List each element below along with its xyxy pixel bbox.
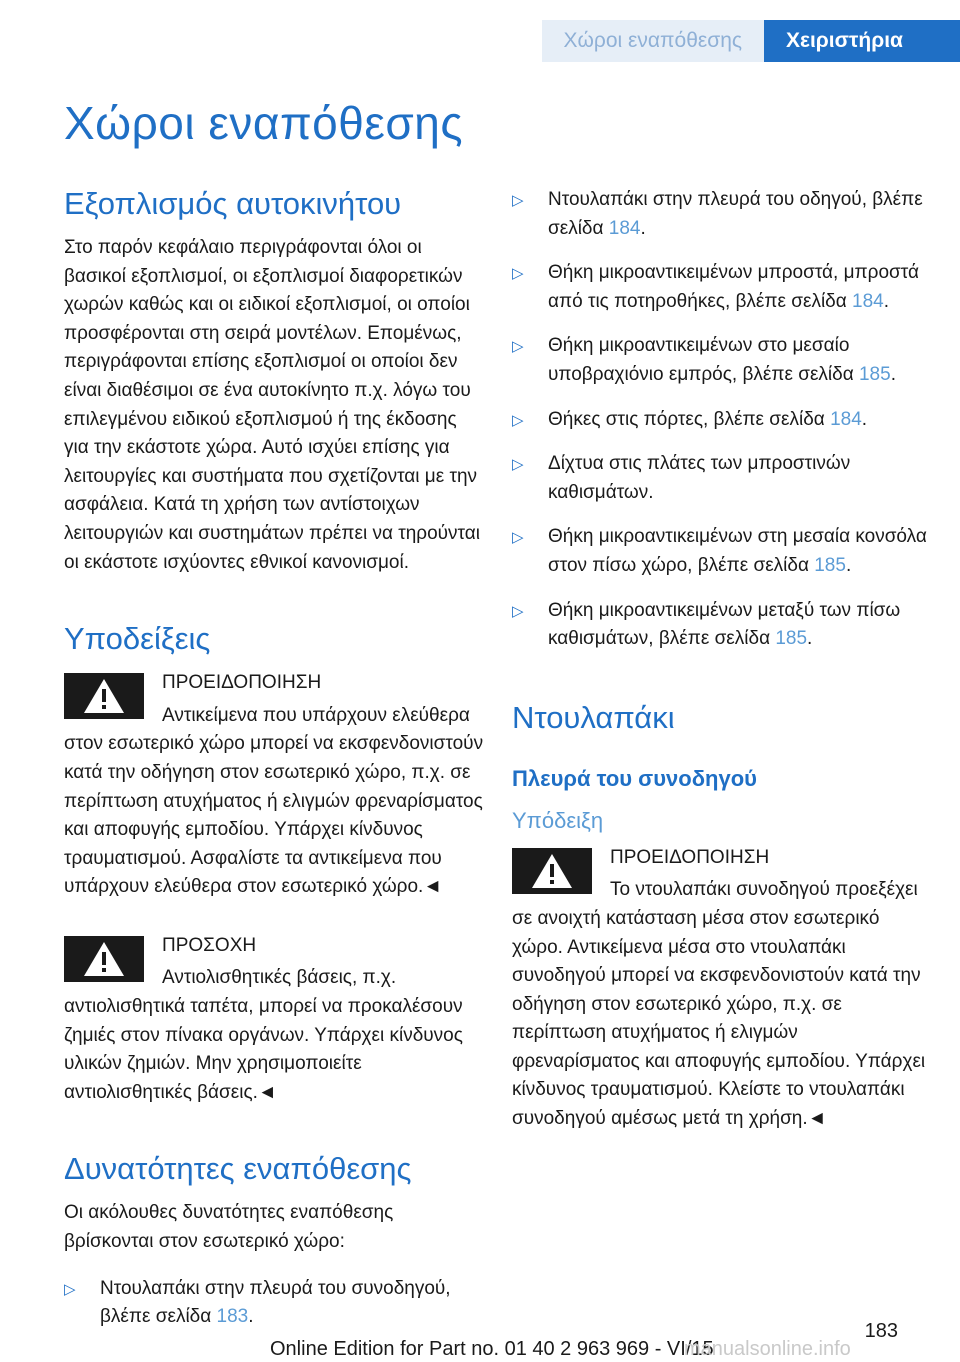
hints-heading: Υποδείξεις [64,621,211,657]
equipment-text: Στο παρόν κεφάλαιο περιγράφονται όλοι οι βασικοί εξοπλισμοί, οι εξοπλισμοί διαφορετικών χωρών καθώς και οι ειδικοί εξοπλισμοί, οι οποίοι προσφέρονται στη σειρά μοντέλων. Επομένως, περιγράφονται επίσης εξοπλισμοί οι οποίοι δεν είναι διαθέσιμοι σε ένα αυτοκίνητο π.χ. λόγω του επιλεγμένου ειδικού εξοπλισμού ή της έκδοσης για την εκάστοτε χώρα. Αυτό ισχύει επίσης για λειτουργίες και συστήματα που σχετίζονται με την ασφάλεια. Κατά τη χρήση των αντίστοιχων λειτουργιών και συστημάτων πρέπει να τηρούνται οι εκάστοτε ισχύοντες εθνικοί κανονισμοί. [64,237,480,573]
bullet-triangle-icon: ▷ [512,192,524,209]
page-link[interactable]: 185 [858,363,891,385]
page-link[interactable]: 185 [814,554,846,576]
bullet-triangle-icon: ▷ [512,456,524,474]
warning-label: ΠΡΟΕΙΔΟΠΟΙΗΣΗ [610,846,770,868]
glovebox-warning-block [512,844,930,1134]
bullet-triangle-icon: ▷ [512,265,524,283]
chapter-tab[interactable]: Χειριστήρια [764,20,960,62]
section-tab[interactable]: Χώροι εναπόθεσης [542,20,765,62]
page-link[interactable]: 184 [852,290,884,312]
list-item: ▷ Θήκη μικροαντικειμένων μπροστά, μπροστά από τις ποτηροθήκες, βλέπε σελίδα 184. [512,262,919,312]
warning-label: ΠΡΟΕΙΔΟΠΟΙΗΣΗ [162,672,322,694]
watermark: manualsonline.info [684,1338,851,1360]
warning-text: Το ντουλαπάκι συνοδηγού προεξέχει σε ανοιχτή κατάσταση μέσα στον εσωτερικό χώρο. Αντικείμενα μέσα στο ντουλαπάκι συνοδηγού μπορεί να εκσφενδονιστούν κατά την οδήγηση στον εσωτερικό χώρο, π.χ. σε περίπτωση ατυχήματος ή ελιγμών φρεναρίσματος και αποφυγής εμποδίου. Υπάρχει κίνδυνος τραυματισμού. Κλείστε το ντουλαπάκι συνοδηγού αμέσως μετά τη χρήση.◄ [512,879,926,1130]
storage-text: Οι ακόλουθες δυνατότητες εναπόθεσης βρίσκονται στον εσωτερικό χώρο: [64,1202,394,1253]
bullet-triangle-icon: ▷ [512,602,524,620]
edition-footer: Online Edition for Part no. 01 40 2 963 969 - VI/15 [270,1338,714,1360]
storage-list-left [64,1275,484,1332]
storage-list-right [512,186,930,654]
bullet-triangle-icon: ▷ [512,338,524,356]
caution-text: Αντιολισθητικές βάσεις, π.χ. αντιολισθητικά ταπέτα, μπορεί να προκαλέσουν ζημιές στον πίνακα οργάνων. Υπάρχει κίνδυνος υλικών ζημιών. Μην χρησιμοποιείτε αντιολισθητικές βάσεις.◄ [64,967,463,1103]
page-link[interactable]: 184 [830,408,862,430]
page-link[interactable]: 183 [216,1306,249,1328]
warning-triangle-icon [512,848,592,894]
list-item: ▷ Θήκη μικροαντικειμένων στο μεσαίο υποβραχιόνιο εμπρός, βλέπε σελίδα 185. [512,335,896,385]
list-item: ▷ Θήκη μικροαντικειμένων μεταξύ των πίσω καθισμάτων, βλέπε σελίδα 185. [512,599,901,650]
passenger-heading: Πλευρά του συνοδηγού [512,765,757,791]
caution-label: ΠΡΟΣΟΧΗ [162,934,257,956]
left-column [64,186,484,1348]
glovebox-heading: Ντουλαπάκι [512,699,675,735]
list-item: ▷ Θήκες στις πόρτες, βλέπε σελίδα 184. [512,406,930,435]
right-column [512,186,930,1134]
page-link[interactable]: 185 [775,628,808,650]
warning-block [64,669,484,902]
bullet-triangle-icon: ▷ [512,529,524,547]
storage-heading: Δυνατότητες εναπόθεσης [64,1151,412,1187]
list-item: ▷ Δίχτυα στις πλάτες των μπροστινών καθισμάτων. [512,453,851,503]
warning-triangle-icon [64,936,144,982]
list-item: ▷ Ντουλαπάκι στην πλευρά του συνοδηγού, βλέπε σελίδα 183. [64,1277,451,1328]
equipment-heading: Εξοπλισμός αυτοκινήτου [64,186,402,221]
page-title: Χώροι εναπόθεσης [64,97,463,149]
page-link[interactable]: 184 [608,217,641,239]
caution-block [64,932,484,1108]
bullet-triangle-icon: ▷ [512,411,524,429]
warning-triangle-icon [64,673,144,719]
warning-text: Αντικείμενα που υπάρχουν ελεύθερα στον εσωτερικό χώρο μπορεί να εκσφενδονιστούν κατά την οδήγηση στον εσωτερικό χώρο, π.χ. σε περίπτωση ατυχήματος ή ελιγμών φρεναρίσματος και αποφυγής εμποδίου. Υπάρχει κίνδυνος τραυματισμού. Ασφαλίστε τα αντικείμενα που υπάρχουν ελεύθερα στον εσωτερικό χώρο.◄ [64,704,484,898]
header-tabs [542,20,960,62]
list-item: ▷ Ντουλαπάκι στην πλευρά του οδηγού, βλέπε σελίδα 184. [512,189,923,239]
hint-heading: Υπόδειξη [512,807,604,833]
bullet-triangle-icon: ▷ [64,1280,76,1298]
list-item: ▷ Θήκη μικροαντικειμένων στη μεσαία κονσόλα στον πίσω χώρο, βλέπε σελίδα 185. [512,526,927,576]
page-number: 183 [864,1320,898,1342]
